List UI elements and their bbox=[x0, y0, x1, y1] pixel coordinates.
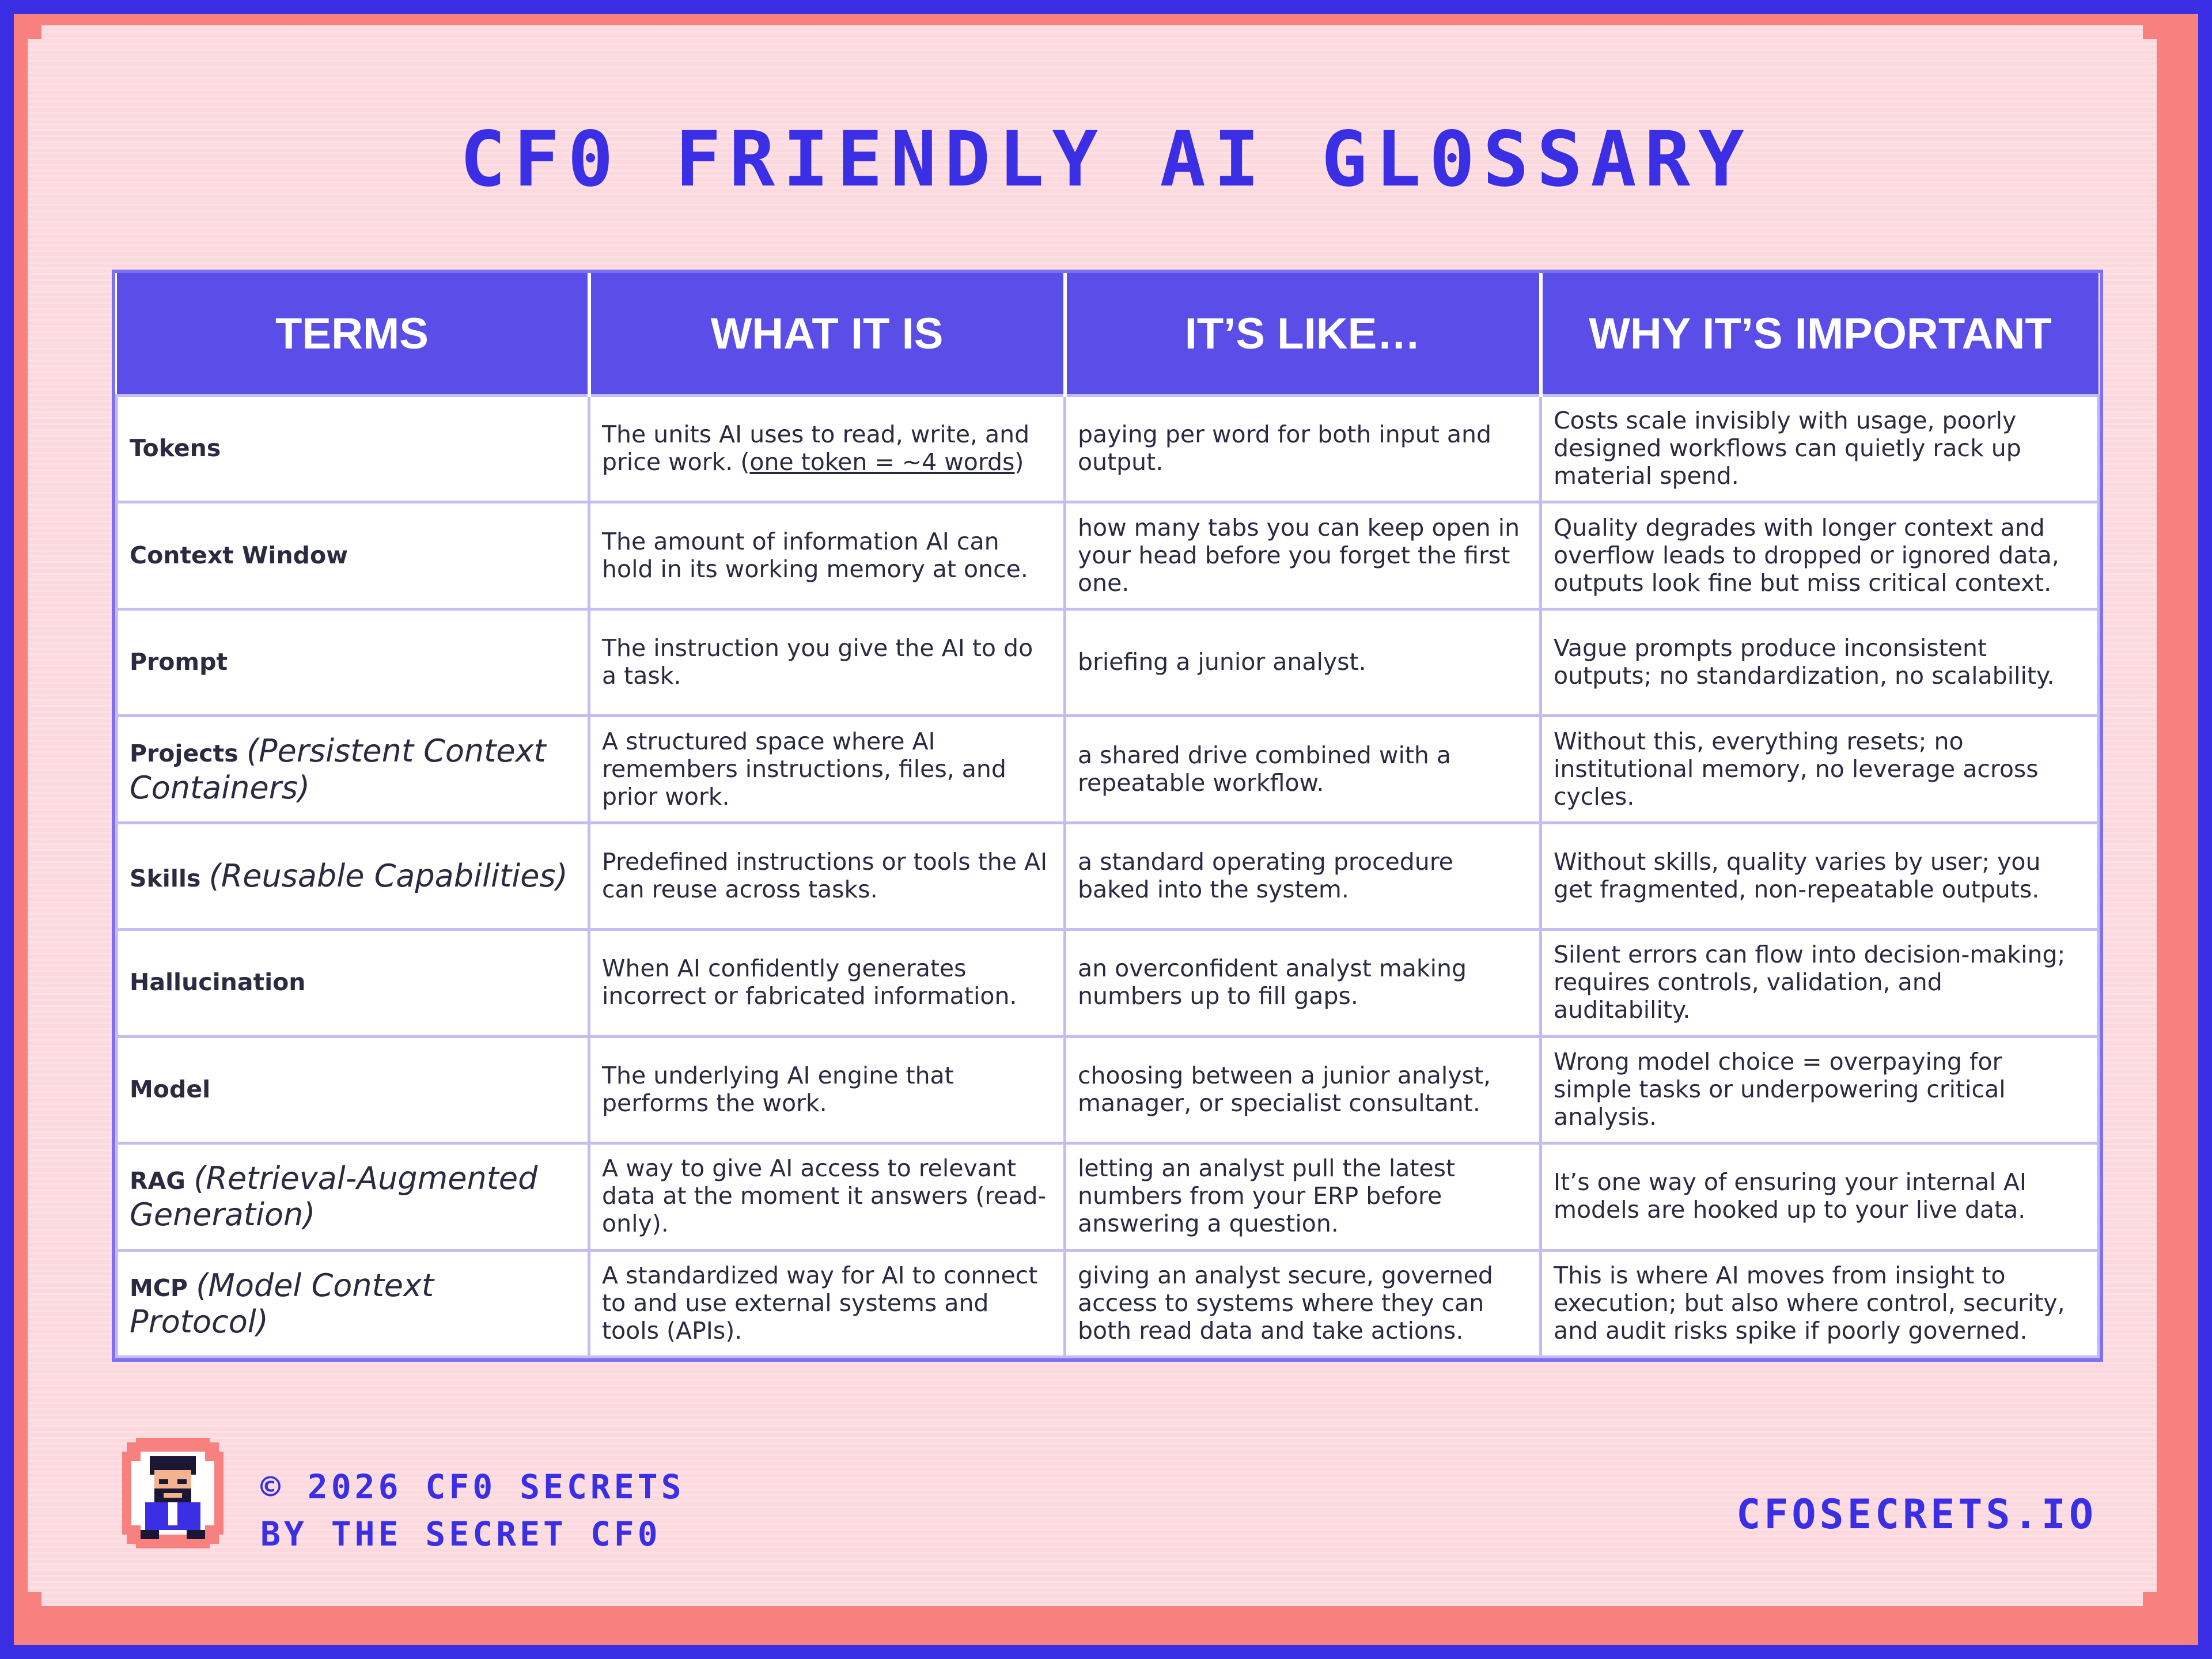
like-cell: an overconfident analyst making numbers up to fill gaps. bbox=[1065, 930, 1541, 1036]
table-row bbox=[117, 396, 2099, 502]
term-name: Projects bbox=[130, 740, 238, 768]
why-cell: Without this, everything resets; no institutional memory, no leverage across cycles. bbox=[1541, 716, 2099, 823]
what-cell: The instruction you give the AI to do a task. bbox=[589, 609, 1065, 715]
why-cell: Quality degrades with longer context and overflow leads to dropped or ignored data, outputs look fine but miss critical context. bbox=[1541, 502, 2099, 609]
table-row bbox=[117, 1143, 2099, 1250]
term-name: Model bbox=[130, 1075, 211, 1103]
term-cell bbox=[117, 1143, 589, 1250]
like-cell: paying per word for both input and output. bbox=[1065, 396, 1541, 502]
why-cell: Wrong model choice = overpaying for simple tasks or underpowering critical analysis. bbox=[1541, 1036, 2099, 1143]
corner-notch bbox=[28, 25, 41, 39]
glossary-table bbox=[115, 273, 2100, 1358]
table-row bbox=[117, 716, 2099, 823]
website-link[interactable]: CFOSECRETS.IO bbox=[1736, 1491, 2097, 1538]
corner-notch bbox=[2143, 25, 2157, 39]
term-name: Hallucination bbox=[130, 968, 306, 997]
term-subtitle: (Reusable Capabilities) bbox=[209, 858, 568, 895]
footer-credits bbox=[260, 1463, 685, 1558]
like-cell: giving an analyst secure, governed access to systems where they can both read data and take actions. bbox=[1065, 1250, 1541, 1357]
term-name: Tokens bbox=[130, 434, 221, 463]
corner-notch bbox=[2143, 1592, 2157, 1606]
like-cell: how many tabs you can keep open in your head before you forget the first one. bbox=[1065, 502, 1541, 609]
what-cell: A structured space where AI remembers instructions, files, and prior work. bbox=[589, 716, 1065, 823]
term-cell bbox=[117, 1250, 589, 1357]
term-subtitle: (Retrieval-Augmented Generation) bbox=[130, 1160, 538, 1233]
term-name: Context Window bbox=[130, 541, 349, 569]
term-cell bbox=[117, 823, 589, 929]
term-name: Skills bbox=[130, 865, 201, 893]
table-row bbox=[117, 823, 2099, 929]
term-cell bbox=[117, 716, 589, 823]
what-cell: A standardized way for AI to connect to and use external systems and tools (APIs). bbox=[589, 1250, 1065, 1357]
table-row bbox=[117, 609, 2099, 715]
why-cell: Without skills, quality varies by user; you get fragmented, non-repeatable outputs. bbox=[1541, 823, 2099, 929]
term-name: MCP bbox=[130, 1274, 188, 1302]
table-header-row bbox=[117, 273, 2099, 396]
byline-text: BY THE SECRET CF0 bbox=[260, 1514, 661, 1554]
why-cell: Costs scale invisibly with usage, poorly designed workflows can quietly rack up material spend. bbox=[1541, 396, 2099, 502]
term-cell bbox=[117, 930, 589, 1036]
why-cell: This is where AI moves from insight to execution; but also where control, security, and audit risks spike if poorly governed. bbox=[1541, 1250, 2099, 1357]
like-cell: letting an analyst pull the latest numbers from your ERP before answering a question. bbox=[1065, 1143, 1541, 1250]
copyright-text: © 2026 CF0 SECRETS bbox=[260, 1467, 685, 1506]
what-cell: The amount of information AI can hold in its working memory at once. bbox=[589, 502, 1065, 609]
table-row bbox=[117, 1036, 2099, 1143]
term-subtitle: (Persistent Context Containers) bbox=[130, 733, 546, 806]
corner-notch bbox=[28, 1592, 41, 1606]
header-why-important: WHY IT’S IMPORTANT bbox=[1541, 273, 2099, 396]
like-cell: a shared drive combined with a repeatable workflow. bbox=[1065, 716, 1541, 823]
header-what-it-is: WHAT IT IS bbox=[589, 273, 1065, 396]
what-cell: The underlying AI engine that performs the work. bbox=[589, 1036, 1065, 1143]
why-cell: It’s one way of ensuring your internal AI models are hooked up to your live data. bbox=[1541, 1143, 2099, 1250]
term-name: Prompt bbox=[130, 648, 228, 676]
term-cell bbox=[117, 609, 589, 715]
what-cell: When AI confidently generates incorrect or fabricated information. bbox=[589, 930, 1065, 1036]
term-subtitle: (Model Context Protocol) bbox=[130, 1267, 434, 1340]
header-terms: TERMS bbox=[117, 273, 589, 396]
what-text-end: ) bbox=[1014, 448, 1024, 476]
what-cell: A way to give AI access to relevant data at the moment it answers (read-only). bbox=[589, 1143, 1065, 1250]
why-cell: Vague prompts produce inconsistent outputs; no standardization, no scalability. bbox=[1541, 609, 2099, 715]
term-cell bbox=[117, 1036, 589, 1143]
table-row bbox=[117, 502, 2099, 609]
table-row bbox=[117, 1250, 2099, 1357]
token-footnote: one token = ~4 words bbox=[749, 448, 1015, 476]
like-cell: a standard operating procedure baked into the system. bbox=[1065, 823, 1541, 929]
term-cell bbox=[117, 396, 589, 502]
header-its-like: IT’S LIKE… bbox=[1065, 273, 1541, 396]
what-cell: Predefined instructions or tools the AI can reuse across tasks. bbox=[589, 823, 1065, 929]
term-name: RAG bbox=[130, 1167, 185, 1195]
what-cell bbox=[589, 396, 1065, 502]
what-text: The units AI uses to read, write, and price work. ( bbox=[602, 421, 1030, 476]
like-cell: choosing between a junior analyst, manager, or specialist consultant. bbox=[1065, 1036, 1541, 1143]
why-cell: Silent errors can flow into decision-making; requires controls, validation, and auditability. bbox=[1541, 930, 2099, 1036]
term-cell bbox=[117, 502, 589, 609]
like-cell: briefing a junior analyst. bbox=[1065, 609, 1541, 715]
table-row bbox=[117, 930, 2099, 1036]
page-title: CF0 FRIENDLY AI GL0SSARY bbox=[460, 115, 1752, 204]
pixel-avatar-icon bbox=[113, 1433, 233, 1553]
